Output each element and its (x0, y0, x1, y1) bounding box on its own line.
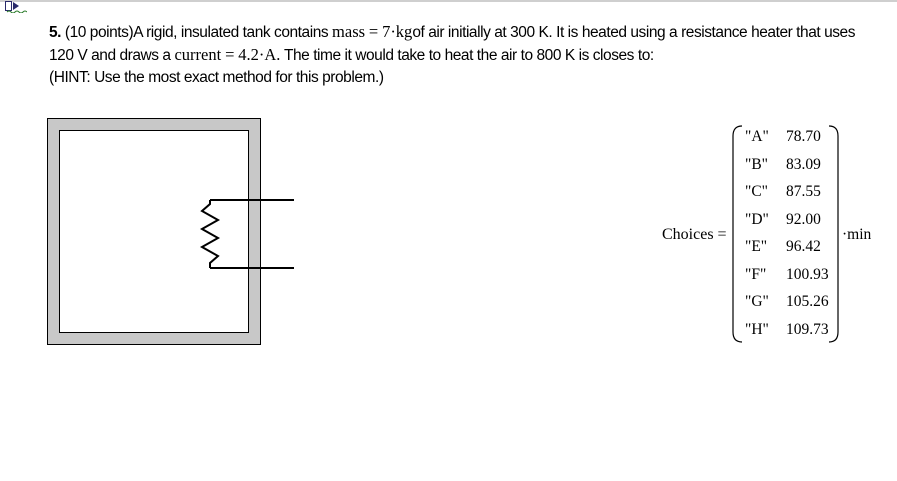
choice-letter: "D" (745, 210, 769, 228)
choice-letter: "H" (745, 320, 769, 338)
tank-diagram (47, 118, 297, 348)
choice-value: 92.00 (786, 210, 821, 228)
mass-variable[interactable]: mass (332, 22, 366, 41)
problem-points: (10 points) (64, 24, 134, 41)
choice-value: 100.93 (786, 265, 829, 283)
region-marker-icon[interactable] (5, 1, 27, 13)
choice-letter: "B" (745, 155, 768, 173)
mass-value[interactable]: 7·kg (382, 22, 413, 41)
choices-label: Choices = (662, 226, 727, 243)
problem-text-2: of air initially at 300 K. It is heated using a resistance heater that uses (412, 24, 856, 41)
choice-letter: "C" (745, 183, 768, 200)
choice-value: 105.26 (786, 293, 829, 310)
current-equals: = (225, 45, 235, 64)
current-variable[interactable]: current (174, 45, 222, 64)
choice-value: 87.55 (786, 183, 821, 200)
choice-letter: "G" (745, 293, 769, 310)
region-divider (0, 0, 897, 2)
problem-hint: (HINT: Use the most exact method for this problem.) (49, 69, 384, 86)
problem-statement (49, 21, 894, 89)
problem-text-1: A rigid, insulated tank contains (133, 24, 329, 41)
choice-value: 78.70 (786, 128, 821, 145)
problem-text-3: 120 V and draws a (49, 47, 171, 64)
choices-unit: ·min (842, 226, 872, 243)
choice-letter: "A" (745, 128, 769, 145)
problem-line-1 (49, 21, 894, 44)
choice-value: 83.09 (786, 155, 821, 173)
mass-equals: = (368, 22, 379, 41)
current-value[interactable]: 4.2·A. (238, 45, 281, 64)
problem-text-4: The time it would take to heat the air to 800 K is closes to: (283, 47, 654, 64)
tank-interior (60, 131, 249, 333)
choice-value: 109.73 (786, 320, 829, 338)
choice-letter: "E" (745, 238, 768, 255)
problem-line-2 (49, 44, 894, 67)
choice-letter: "F" (745, 265, 767, 283)
problem-number: 5. (49, 24, 62, 41)
choice-value: 96.42 (786, 238, 821, 255)
